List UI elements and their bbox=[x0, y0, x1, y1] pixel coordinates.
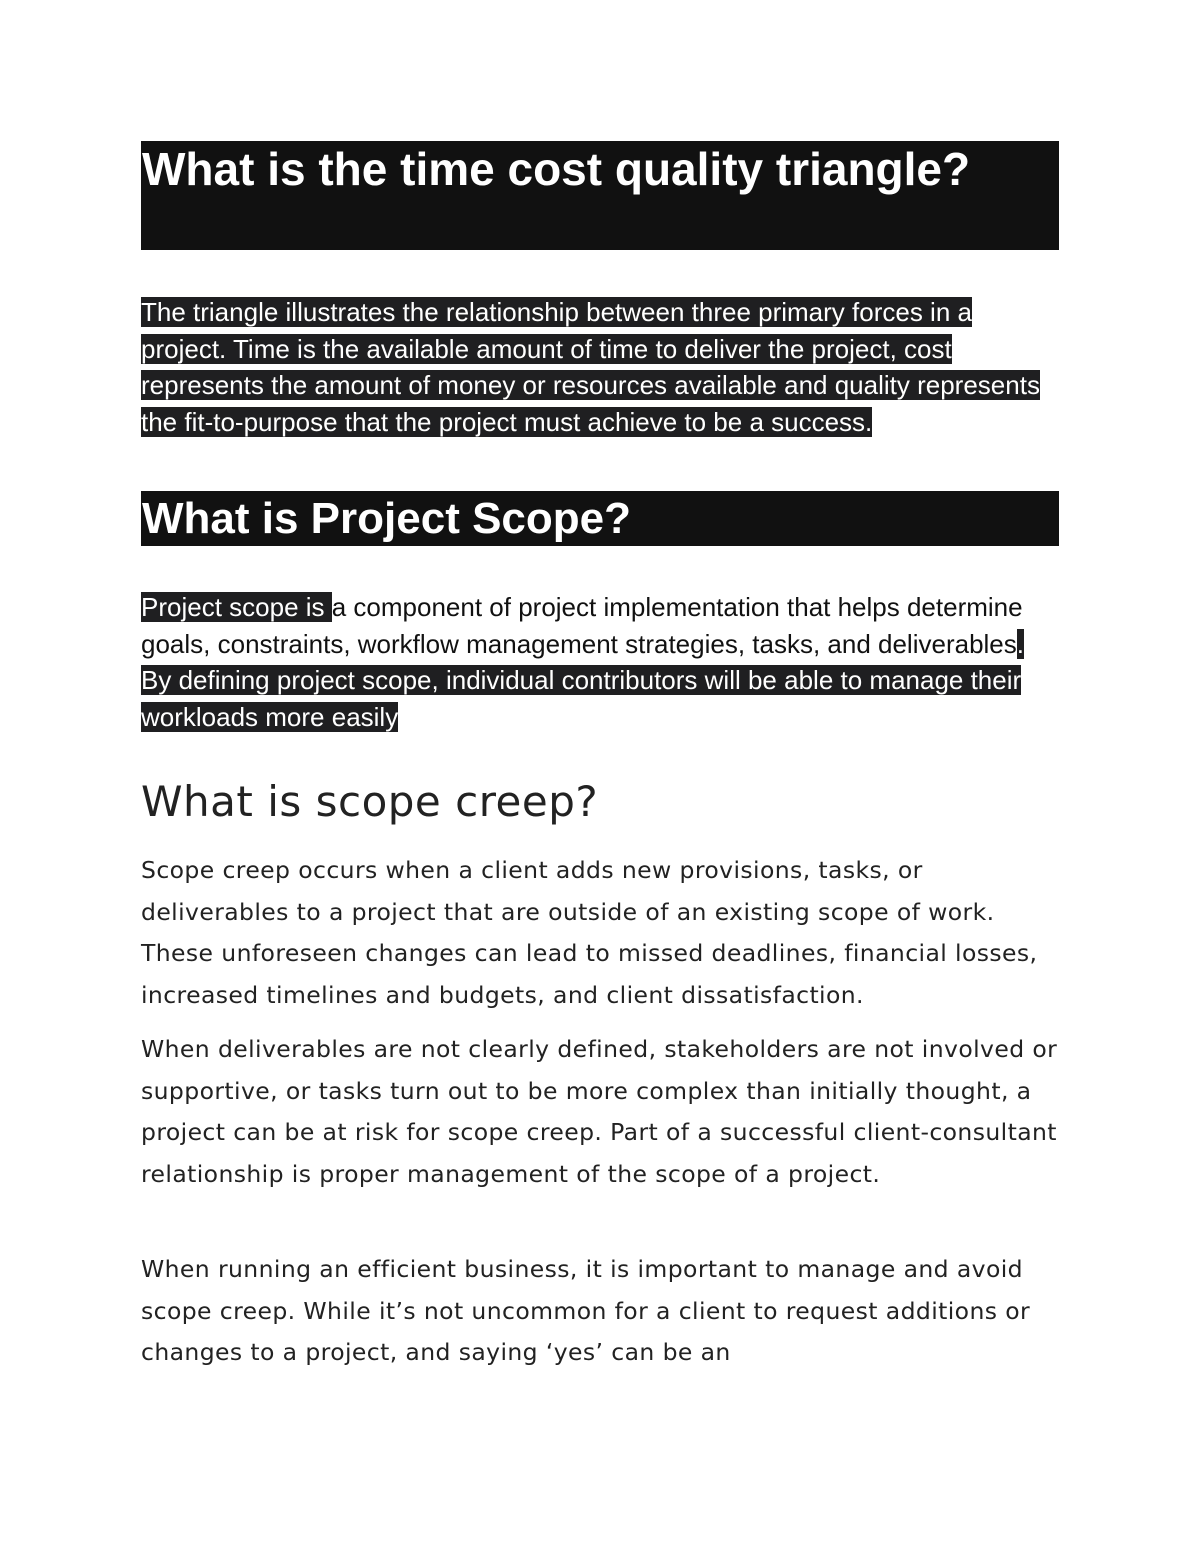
paragraph-project-scope-highlight-start: Project scope is bbox=[141, 592, 332, 622]
heading-time-cost-quality-text: What is the time cost quality triangle? bbox=[142, 143, 971, 195]
paragraph-triangle bbox=[141, 294, 1059, 440]
paragraph-project-scope-plain: a component of project implementation that helps determine goals, constraints, workflow management strategies, tasks, and deliverables bbox=[141, 592, 1023, 659]
heading-scope-creep: What is scope creep? bbox=[141, 777, 599, 826]
paragraph-triangle-text: The triangle illustrates the relationship between three primary forces in a project. Time is the available amount of time to deliver the project, cost represents the amount of money or resources available and quality represents the fit-to-purpose that the project must achieve to be a success. bbox=[141, 297, 1040, 437]
heading-project-scope bbox=[141, 491, 1059, 546]
paragraph-project-scope-highlight-end: . By defining project scope, individual contributors will be able to manage their workloads more easily bbox=[141, 628, 1024, 732]
paragraph-scope-creep-management: When running an efficient business, it is important to manage and avoid scope creep. While it’s not uncommon for a client to request additions or changes to a project, and saying ‘yes’ can be an bbox=[141, 1255, 1031, 1366]
heading-time-cost-quality bbox=[141, 141, 1059, 250]
paragraph-project-scope bbox=[141, 589, 1059, 735]
heading-project-scope-text: What is Project Scope? bbox=[142, 494, 631, 543]
paragraph-scope-creep-definition: Scope creep occurs when a client adds new provisions, tasks, or deliverables to a project that are outside of an existing scope of work. These unforeseen changes can lead to missed deadlines, financial losses, increased timelines and budgets, and client dissatisfaction. bbox=[141, 856, 1038, 1009]
paragraph-scope-creep-risk: When deliverables are not clearly defined, stakeholders are not involved or supportive, or tasks turn out to be more complex than initially thought, a project can be at risk for scope creep. Part of a successful client-consultant relationship is proper management of the scope of a project. bbox=[141, 1035, 1058, 1188]
